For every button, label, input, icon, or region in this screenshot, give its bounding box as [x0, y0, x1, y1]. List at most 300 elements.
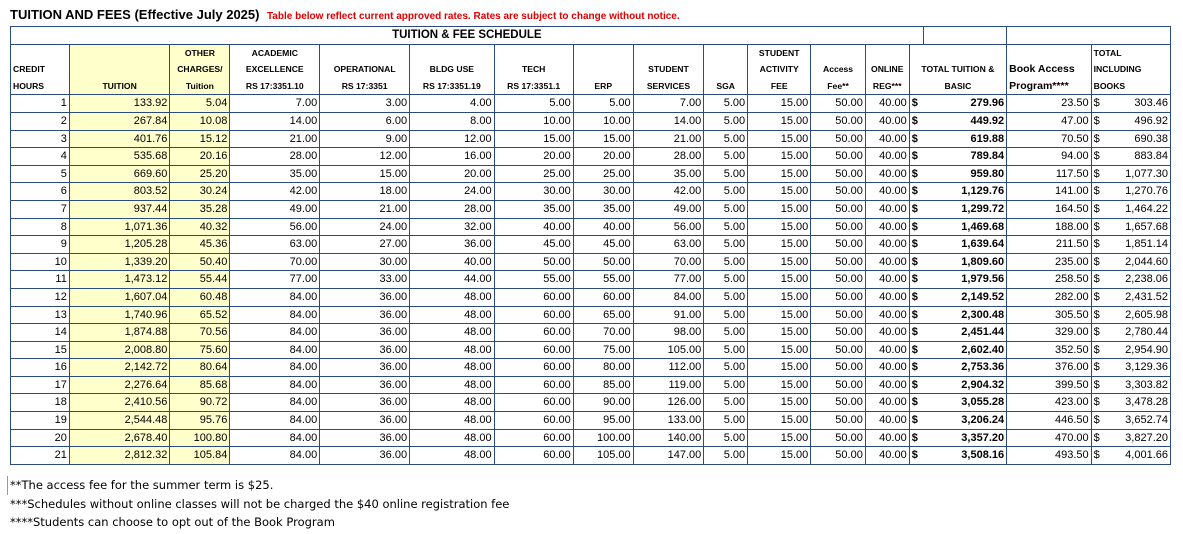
cell: 35.00: [633, 165, 704, 183]
cell: 3: [11, 130, 70, 148]
cell: 50.00: [811, 429, 866, 447]
cell: 50.00: [811, 324, 866, 342]
cell: 50.00: [811, 306, 866, 324]
currency-symbol: $: [909, 253, 923, 271]
cell: 84.00: [230, 359, 320, 377]
cell: 60.00: [494, 376, 573, 394]
header-line: INCLUDING: [1093, 64, 1142, 75]
table-row: [11, 394, 1171, 412]
cell: 258.50: [1007, 271, 1092, 289]
cell: 282.00: [1007, 288, 1092, 306]
cell: 3,652.74: [1104, 412, 1171, 430]
cell: 2,954.90: [1104, 341, 1171, 359]
cell: 40.00: [865, 271, 909, 289]
cell: 2,149.52: [923, 288, 1006, 306]
cell: 36.00: [320, 447, 410, 465]
cell: 401.76: [69, 130, 170, 148]
table-row: [11, 148, 1171, 166]
cell: 45.36: [170, 236, 230, 254]
cell: 5.00: [704, 112, 748, 130]
cell: 1,874.88: [69, 324, 170, 342]
cell: 36.00: [320, 412, 410, 430]
cell: 47.00: [1007, 112, 1092, 130]
cell: 50.00: [811, 130, 866, 148]
cell: 25.00: [494, 165, 573, 183]
currency-symbol: $: [1091, 324, 1104, 342]
header-online-reg: [865, 44, 909, 95]
cell: 2,431.52: [1104, 288, 1171, 306]
cell: 85.00: [573, 376, 633, 394]
cell: 50.00: [494, 253, 573, 271]
cell: 446.50: [1007, 412, 1092, 430]
cell: 40.00: [865, 412, 909, 430]
cell: 470.00: [1007, 429, 1092, 447]
cell: 5.00: [704, 429, 748, 447]
cell: 147.00: [633, 447, 704, 465]
cell: 5.00: [704, 236, 748, 254]
cell: 5.00: [704, 412, 748, 430]
cell: 48.00: [410, 359, 495, 377]
header-line: OTHER: [184, 47, 215, 58]
table-row: [11, 429, 1171, 447]
cell: 9: [11, 236, 70, 254]
cell: 84.00: [230, 447, 320, 465]
header-total-tuition-basic: [909, 44, 1006, 95]
cell: 5.00: [704, 359, 748, 377]
currency-symbol: $: [909, 112, 923, 130]
table-row: [11, 447, 1171, 465]
cell: 1,077.30: [1104, 165, 1171, 183]
header-line: STUDENT: [648, 64, 689, 75]
cell: 60.00: [494, 412, 573, 430]
cell: 2,410.56: [69, 394, 170, 412]
currency-symbol: $: [909, 95, 923, 113]
table-row: [11, 412, 1171, 430]
header-tech: [494, 44, 573, 95]
cell: 84.00: [230, 324, 320, 342]
header-line: SERVICES: [646, 80, 691, 91]
cell: 15.00: [748, 359, 811, 377]
currency-symbol: $: [1091, 148, 1104, 166]
header-line: Tuition: [185, 80, 214, 91]
table-row: [11, 359, 1171, 377]
cell: 94.00: [1007, 148, 1092, 166]
cell: 77.00: [633, 271, 704, 289]
table-row: [11, 112, 1171, 130]
currency-symbol: $: [1091, 95, 1104, 113]
cell: 3,357.20: [923, 429, 1006, 447]
cell: 7.00: [633, 95, 704, 113]
cell: 1,071.36: [69, 218, 170, 236]
cell: 36.00: [320, 341, 410, 359]
cell: 15.00: [748, 112, 811, 130]
cell: 50.40: [170, 253, 230, 271]
cell: 45.00: [573, 236, 633, 254]
cell: 36.00: [410, 236, 495, 254]
cell: 19: [11, 412, 70, 430]
cell: 5.00: [494, 95, 573, 113]
cell: 50.00: [811, 288, 866, 306]
cell: 2,678.40: [69, 429, 170, 447]
cell: 49.00: [633, 200, 704, 218]
cell: 449.92: [923, 112, 1006, 130]
cell: 5.00: [573, 95, 633, 113]
cell: 8.00: [410, 112, 495, 130]
cell: 5.00: [704, 376, 748, 394]
cell: 55.44: [170, 271, 230, 289]
table-row: [11, 95, 1171, 113]
cell: 12.00: [320, 148, 410, 166]
cell: 50.00: [811, 271, 866, 289]
currency-symbol: $: [1091, 253, 1104, 271]
header-line: TOTAL: [1093, 47, 1122, 58]
cell: 40.00: [865, 394, 909, 412]
table-row: [11, 218, 1171, 236]
cell: 40.00: [865, 324, 909, 342]
cell: 40.00: [865, 236, 909, 254]
cell: 84.00: [230, 376, 320, 394]
cell: 5.00: [704, 447, 748, 465]
cell: 5.00: [704, 130, 748, 148]
table-row: [11, 288, 1171, 306]
cell: 50.00: [811, 200, 866, 218]
header-line: TECH: [521, 64, 546, 75]
header-book-access-program: [1007, 44, 1092, 95]
currency-symbol: $: [1091, 271, 1104, 289]
cell: 40.00: [865, 183, 909, 201]
cell: 803.52: [69, 183, 170, 201]
cell: 9.00: [320, 130, 410, 148]
cell: 50.00: [811, 183, 866, 201]
cell: 65.00: [573, 306, 633, 324]
header-line: ERP: [594, 80, 613, 91]
cell: 21.00: [320, 200, 410, 218]
cell: 8: [11, 218, 70, 236]
cell: 15.00: [748, 95, 811, 113]
cell: 36.00: [320, 376, 410, 394]
cell: 48.00: [410, 324, 495, 342]
cell: 126.00: [633, 394, 704, 412]
cell: 36.00: [320, 288, 410, 306]
header-total-including-books: [1091, 44, 1170, 95]
cell: 5.04: [170, 95, 230, 113]
cell: 30.00: [573, 183, 633, 201]
header-line: FEE: [770, 80, 788, 91]
cell: 30.00: [320, 253, 410, 271]
cell: 48.00: [410, 447, 495, 465]
cell: 35.28: [170, 200, 230, 218]
cell: 2,451.44: [923, 324, 1006, 342]
currency-symbol: $: [909, 429, 923, 447]
table-row: [11, 200, 1171, 218]
currency-symbol: $: [1091, 429, 1104, 447]
cell: 493.50: [1007, 447, 1092, 465]
cell: 28.00: [410, 200, 495, 218]
schedule-title: TUITION & FEE SCHEDULE: [11, 27, 924, 45]
cell: 4.00: [410, 95, 495, 113]
cell: 5.00: [704, 148, 748, 166]
header-line: OPERATIONAL: [333, 64, 396, 75]
cell: 15.00: [748, 271, 811, 289]
cell: 20.00: [494, 148, 573, 166]
cell: 5.00: [704, 341, 748, 359]
cell: 535.68: [69, 148, 170, 166]
cell: 40.00: [865, 253, 909, 271]
table-body: [11, 95, 1171, 464]
cell: 24.00: [410, 183, 495, 201]
header-credit-hours: [11, 44, 70, 95]
cell: 3,055.28: [923, 394, 1006, 412]
cell: 50.00: [811, 412, 866, 430]
header-line: ACADEMIC: [251, 47, 298, 58]
cell: 2,276.64: [69, 376, 170, 394]
cell: 690.38: [1104, 130, 1171, 148]
cell: 15.00: [748, 306, 811, 324]
cell: 5.00: [704, 306, 748, 324]
cell: 2,602.40: [923, 341, 1006, 359]
currency-symbol: $: [1091, 165, 1104, 183]
table-row: [11, 324, 1171, 342]
footnotes: [10, 476, 509, 532]
currency-symbol: $: [909, 218, 923, 236]
header-line: BOOKS: [1093, 80, 1126, 91]
cell: 40.00: [865, 306, 909, 324]
cell: 15.00: [748, 376, 811, 394]
cell: 3,129.36: [1104, 359, 1171, 377]
cell: 70.00: [633, 253, 704, 271]
cell: 235.00: [1007, 253, 1092, 271]
cell: 70.56: [170, 324, 230, 342]
cell: 12: [11, 288, 70, 306]
table-row: [11, 376, 1171, 394]
cell: 2,605.98: [1104, 306, 1171, 324]
cell: 84.00: [230, 288, 320, 306]
cell: 50.00: [573, 253, 633, 271]
cell: 1,205.28: [69, 236, 170, 254]
cell: 2,300.48: [923, 306, 1006, 324]
cell: 27.00: [320, 236, 410, 254]
cell: 55.00: [573, 271, 633, 289]
cell: 35.00: [494, 200, 573, 218]
cell: 1,639.64: [923, 236, 1006, 254]
cell: 133.92: [69, 95, 170, 113]
currency-symbol: $: [1091, 288, 1104, 306]
cell: 36.00: [320, 306, 410, 324]
cell: 5.00: [704, 183, 748, 201]
cell: 883.84: [1104, 148, 1171, 166]
cell: 15.00: [748, 288, 811, 306]
cell: 15.12: [170, 130, 230, 148]
cell: 18.00: [320, 183, 410, 201]
cell: 65.52: [170, 306, 230, 324]
cell: 25.00: [573, 165, 633, 183]
table-row: [11, 341, 1171, 359]
cell: 60.00: [494, 429, 573, 447]
cell: 15.00: [748, 412, 811, 430]
header-line: Fee**: [827, 80, 849, 91]
cell: 50.00: [811, 148, 866, 166]
currency-symbol: $: [909, 306, 923, 324]
cell: 5.00: [704, 218, 748, 236]
header-line: CHARGES/: [177, 64, 223, 75]
header-other-charges: [170, 44, 230, 95]
currency-symbol: $: [1091, 341, 1104, 359]
cell: 267.84: [69, 112, 170, 130]
cell: 50.00: [811, 359, 866, 377]
currency-symbol: $: [1091, 130, 1104, 148]
header-line: BLDG USE: [429, 64, 475, 75]
cell: 28.00: [633, 148, 704, 166]
cell: 95.76: [170, 412, 230, 430]
cell: 49.00: [230, 200, 320, 218]
currency-symbol: $: [1091, 200, 1104, 218]
currency-symbol: $: [1091, 412, 1104, 430]
cell: 1,299.72: [923, 200, 1006, 218]
header-operational: [320, 44, 410, 95]
cell: 36.00: [320, 324, 410, 342]
cell: 95.00: [573, 412, 633, 430]
cell: 36.00: [320, 359, 410, 377]
cell: 119.00: [633, 376, 704, 394]
cell: 305.50: [1007, 306, 1092, 324]
cell: 303.46: [1104, 95, 1171, 113]
footnote-online-reg: ***Schedules without online classes will not be charged the $40 online registration fee: [10, 496, 510, 511]
cell: 112.00: [633, 359, 704, 377]
cell: 60.48: [170, 288, 230, 306]
header-line: Program****: [1009, 79, 1069, 92]
cell: 1,469.68: [923, 218, 1006, 236]
cell: 1,129.76: [923, 183, 1006, 201]
cell: 105.00: [573, 447, 633, 465]
cell: 50.00: [811, 376, 866, 394]
cell: 48.00: [410, 288, 495, 306]
cell: 50.00: [811, 218, 866, 236]
cell: 60.00: [494, 306, 573, 324]
cell: 3,827.20: [1104, 429, 1171, 447]
footnote-access-fee: **The access fee for the summer term is $25.: [7, 476, 509, 495]
currency-symbol: $: [1091, 183, 1104, 201]
cell: 3.00: [320, 95, 410, 113]
cell: 15.00: [494, 130, 573, 148]
currency-symbol: $: [1091, 112, 1104, 130]
header-line: EXCELLENCE: [245, 64, 304, 75]
currency-symbol: $: [909, 359, 923, 377]
currency-symbol: $: [909, 130, 923, 148]
cell: 50.00: [811, 165, 866, 183]
cell: 91.00: [633, 306, 704, 324]
cell: 50.00: [811, 253, 866, 271]
cell: 2,544.48: [69, 412, 170, 430]
tuition-fee-table: [10, 26, 1171, 465]
table-row: [11, 306, 1171, 324]
table-row: [11, 271, 1171, 289]
cell: 5.00: [704, 288, 748, 306]
cell: 399.50: [1007, 376, 1092, 394]
cell: 42.00: [633, 183, 704, 201]
currency-symbol: $: [909, 148, 923, 166]
header-line: ONLINE: [871, 64, 904, 75]
cell: 6: [11, 183, 70, 201]
cell: 15.00: [320, 165, 410, 183]
cell: 1,270.76: [1104, 183, 1171, 201]
currency-symbol: $: [909, 288, 923, 306]
cell: 15.00: [748, 130, 811, 148]
cell: 15.00: [748, 429, 811, 447]
header-line: ACTIVITY: [759, 64, 799, 75]
cell: 16.00: [410, 148, 495, 166]
cell: 35.00: [573, 200, 633, 218]
cell: 40.00: [865, 376, 909, 394]
cell: 1,851.14: [1104, 236, 1171, 254]
cell: 1: [11, 95, 70, 113]
cell: 5.00: [704, 394, 748, 412]
cell: 1,464.22: [1104, 200, 1171, 218]
cell: 23.50: [1007, 95, 1092, 113]
cell: 55.00: [494, 271, 573, 289]
cell: 15.00: [573, 130, 633, 148]
cell: 3,206.24: [923, 412, 1006, 430]
cell: 959.80: [923, 165, 1006, 183]
header-line: SGA: [716, 80, 736, 91]
cell: 1,740.96: [69, 306, 170, 324]
cell: 2,008.80: [69, 341, 170, 359]
cell: 63.00: [633, 236, 704, 254]
cell: 18: [11, 394, 70, 412]
table-row: [11, 253, 1171, 271]
cell: 85.68: [170, 376, 230, 394]
cell: 15.00: [748, 253, 811, 271]
currency-symbol: $: [1091, 376, 1104, 394]
currency-symbol: $: [909, 183, 923, 201]
cell: 15.00: [748, 183, 811, 201]
cell: 141.00: [1007, 183, 1092, 201]
header-line: CREDIT: [13, 64, 45, 75]
currency-symbol: $: [909, 412, 923, 430]
cell: 14.00: [230, 112, 320, 130]
cell: 60.00: [494, 341, 573, 359]
cell: 25.20: [170, 165, 230, 183]
cell: 48.00: [410, 376, 495, 394]
header-line: HOURS: [13, 80, 45, 91]
cell: 423.00: [1007, 394, 1092, 412]
cell: 5.00: [704, 324, 748, 342]
header-student-services: [633, 44, 704, 95]
cell: 376.00: [1007, 359, 1092, 377]
table-row: [11, 130, 1171, 148]
cell: 60.00: [573, 288, 633, 306]
cell: 40.00: [865, 288, 909, 306]
header-sga: [704, 44, 748, 95]
cell: 50.00: [811, 112, 866, 130]
cell: 40.00: [865, 429, 909, 447]
cell: 30.24: [170, 183, 230, 201]
cell: 2,238.06: [1104, 271, 1171, 289]
cell: 3,508.16: [923, 447, 1006, 465]
header-line: RS 17:3351.1: [507, 80, 561, 91]
cell: 5: [11, 165, 70, 183]
cell: 60.00: [494, 447, 573, 465]
header-line: RS 17:3351.10: [245, 80, 304, 91]
cell: 2,044.60: [1104, 253, 1171, 271]
cell: 15.00: [748, 447, 811, 465]
cell: 669.60: [69, 165, 170, 183]
cell: 48.00: [410, 306, 495, 324]
cell: 75.00: [573, 341, 633, 359]
cell: 98.00: [633, 324, 704, 342]
header-academic-excellence: [230, 44, 320, 95]
cell: 40.00: [865, 359, 909, 377]
cell: 60.00: [494, 288, 573, 306]
